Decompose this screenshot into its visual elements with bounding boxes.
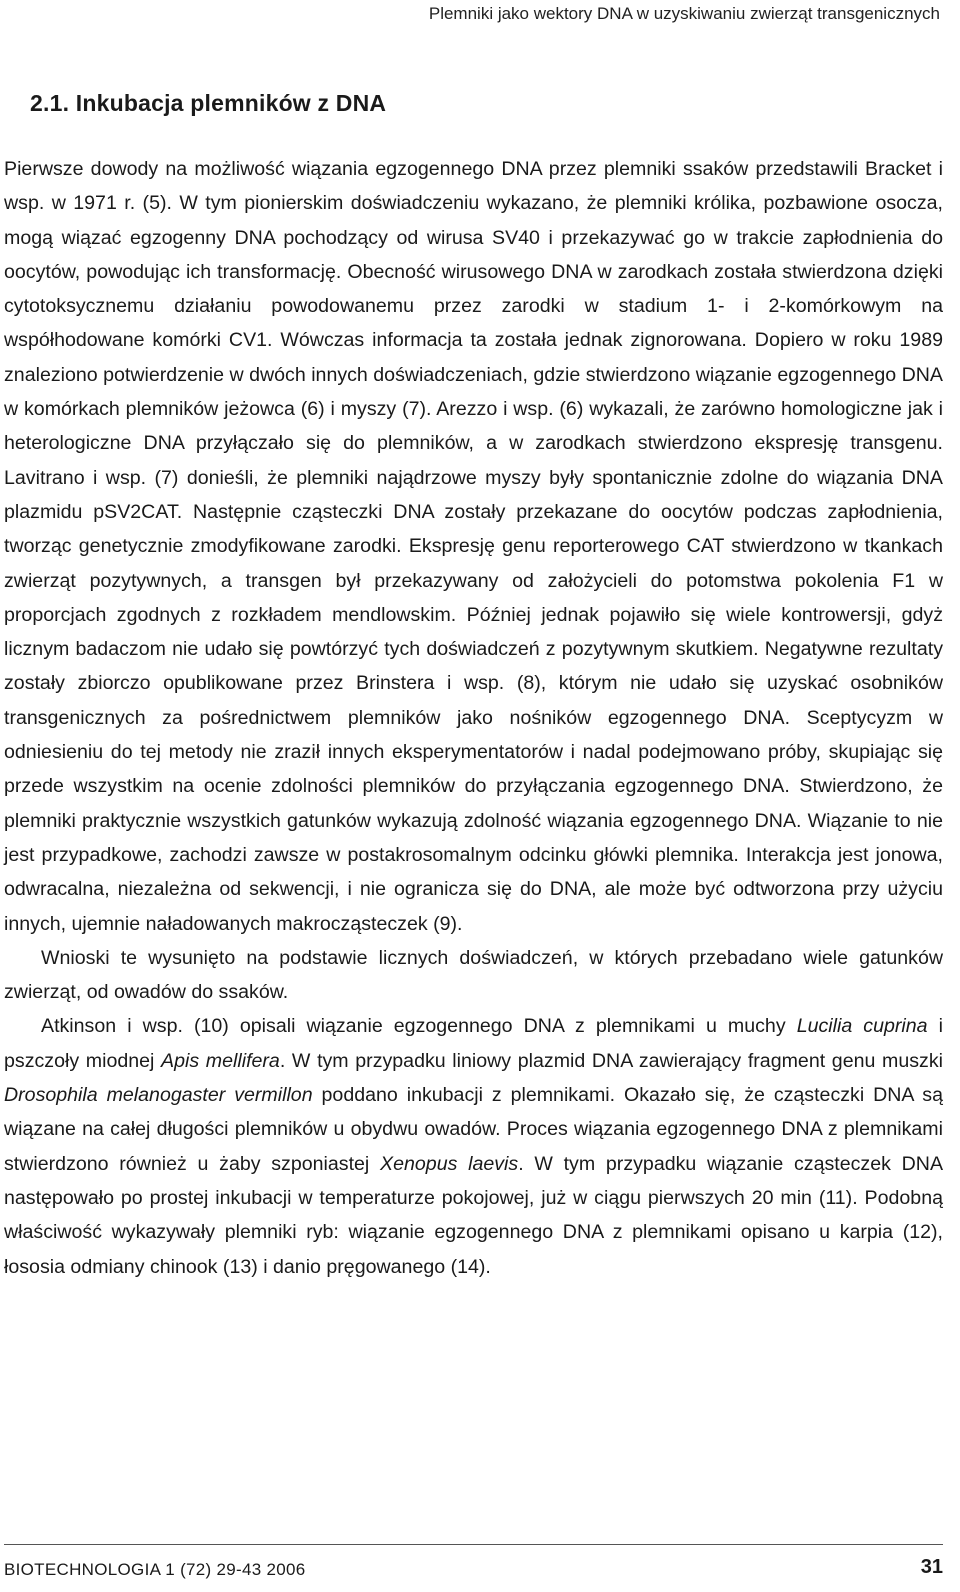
paragraph-3 [4, 1009, 943, 1283]
section-number: 2.1. [30, 90, 70, 116]
species-name: Lucilia cuprina [796, 1015, 928, 1038]
paragraph-2 [4, 941, 943, 1010]
species-name: Drosophila melanogaster vermillon [4, 1084, 313, 1107]
text-run: i pszczoły miodnej [4, 1015, 943, 1072]
footer-divider [4, 1544, 943, 1545]
running-head: Plemniki jako wektory DNA w uzyskiwaniu zwierząt transgenicznych [428, 4, 940, 23]
section-title: Inkubacja plemników z DNA [75, 90, 387, 116]
paragraph-1 [4, 152, 943, 941]
section-heading [30, 90, 386, 117]
text-run: Atkinson i wsp. (10) opisali wiązanie egzogennego DNA z plemnikami u muchy [41, 1015, 797, 1038]
text-run: Pierwsze dowody na możliwość wiązania egzogennego DNA przez plemniki ssaków przedstawili Bracket i wsp. w 1971 r. (5). W tym pionierskim doświadczeniu wykazano, że plemniki królika, pozbawione osocza, mogą wiązać egzogenny DNA pochodzący od wirusa SV40 i przekazywać go w trakcie zapłodnienia do oocytów, powodując ich transformację. Obecność wirusowego DNA w zarodkach została stwierdzona dzięki cytotoksycznemu działaniu powodowanemu przez zarodki w stadium 1- i 2-komórkowym na współhodowane komórki CV1. Wówczas informacja ta została jednak zignorowana. Dopiero w roku 1989 znaleziono potwierdzenie w dwóch innych doświadczeniach, gdzie stwierdzono wiązanie egzogennego DNA w komórkach plemników jeżowca (6) i myszy (7). Arezzo i wsp. (6) wykazali, że zarówno homologiczne jak i heterologiczne DNA przyłączało się do plemników, a w zarodkach stwierdzono ekspresję transgenu. Lavitrano i wsp. (7) donieśli, że plemniki najądrzowe myszy były spontanicznie zdolne do wiązania DNA plazmidu pSV2CAT. Następnie cząsteczki DNA zostały przekazane do oocytów podczas zapłodnienia, tworząc genetycznie zmodyfikowane zarodki. Ekspresję genu reporterowego CAT stwierdzono w tkankach zwierząt pozytywnych, a transgen był przekazywany od założycieli do potomstwa pokolenia F1 w proporcjach zgodnych z rozkładem mendlowskim. Później jednak pojawiło się wiele kontrowersji, gdyż licznym badaczom nie udało się powtórzyć tych doświadczeń z pozytywnym skutkiem. Negatywne rezultaty zostały zbiorczo opublikowane przez Brinstera i wsp. (8), którym nie udało się uzyskać osobników transgenicznych za pośrednictwem plemników jako nośników egzogennego DNA. Sceptycyzm w odniesieniu do tej metody nie zraził innych eksperymentatorów i nadal podejmowano próby, skupiając się przede wszystkim na ocenie zdolności plemników do przyłączania egzogennego DNA. Stwierdzono, że plemniki praktycznie wszystkich gatunków wykazują zdolność wiązania egzogennego DNA. Wiązanie to nie jest przypadkowe, zachodzi zawsze w postakrosomalnym odcinku główki plemnika. Interakcja jest jonowa, odwracalna, niezależna od sekwencji, i nie ogranicza się do DNA, ale może być odtworzona przy użyciu innych, ujemnie naładowanych makrocząsteczek (9). [4, 158, 943, 935]
page-number: 31 [920, 1556, 943, 1578]
text-run: . W tym przypadku liniowy plazmid DNA zawierający fragment genu muszki [279, 1049, 943, 1072]
species-name: Apis mellifera [161, 1049, 280, 1072]
text-run: poddano inkubacji z plemnikami. Okazało się, że cząsteczki DNA są wiązane na całej długości plemników u obydwu owadów. Proces wiązania egzogennego DNA z plemnikami stwierdzono również u żaby szponiastej [4, 1084, 943, 1175]
text-run: . W tym przypadku wiązanie cząsteczek DNA następowało po prostej inkubacji w temperaturze pokojowej, już w ciągu pierwszych 20 min (11). Podobną właściwość wykazywały plemniki ryb: wiązanie egzogennego DNA z plemnikami opisano u karpia (12), łososia odmiany chinook (13) i danio pręgowanego (14). [4, 1152, 944, 1278]
footer-journal: BIOTECHNOLOGIA 1 (72) 29-43 2006 [4, 1560, 306, 1579]
text-run: Wnioski te wysunięto na podstawie licznych doświadczeń, w których przebadano wiele gatunków zwierząt, od owadów do ssaków. [4, 946, 943, 1004]
species-name: Xenopus laevis [380, 1152, 519, 1175]
body-text [4, 152, 943, 1284]
